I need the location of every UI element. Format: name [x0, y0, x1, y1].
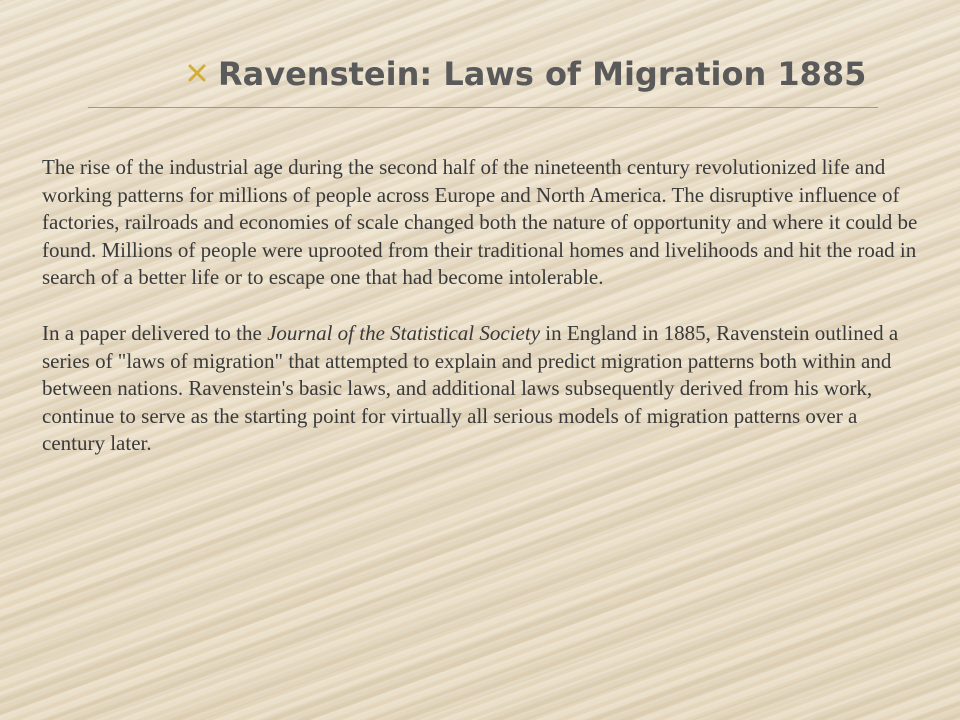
paragraph-2-intro: In a paper delivered to the: [42, 320, 268, 345]
slide-title: Ravenstein: Laws of Migration 1885: [218, 55, 867, 93]
paragraph-industrial-age: The rise of the industrial age during the second half of the nineteenth century revolutionized life and working patterns for millions of people across Europe and North America. The disruptive influence of factories, railroads and economies of scale changed both the nature of opportunity and where it could be found. Millions of people were uprooted from their traditional homes and livelihoods and hit the road in search of a better life or to escape one that had become intolerable.: [42, 155, 918, 290]
slide-body: [42, 154, 922, 458]
asterisk-bullet-icon: [186, 62, 208, 84]
title-divider: [88, 107, 878, 108]
paragraph-ravenstein-laws: [42, 320, 922, 458]
paragraph-2-rest: in England in 1885, Ravenstein outlined a series of "laws of migration" that attempted to explain and predict migration patterns both within and between nations. Ravenstein's basic laws, and additional laws subsequently derived from his work, continue to serve as the starting point for virtually all serious models of migration patterns over a century later.: [42, 320, 899, 456]
journal-title: Journal of the Statistical Society: [267, 320, 541, 345]
